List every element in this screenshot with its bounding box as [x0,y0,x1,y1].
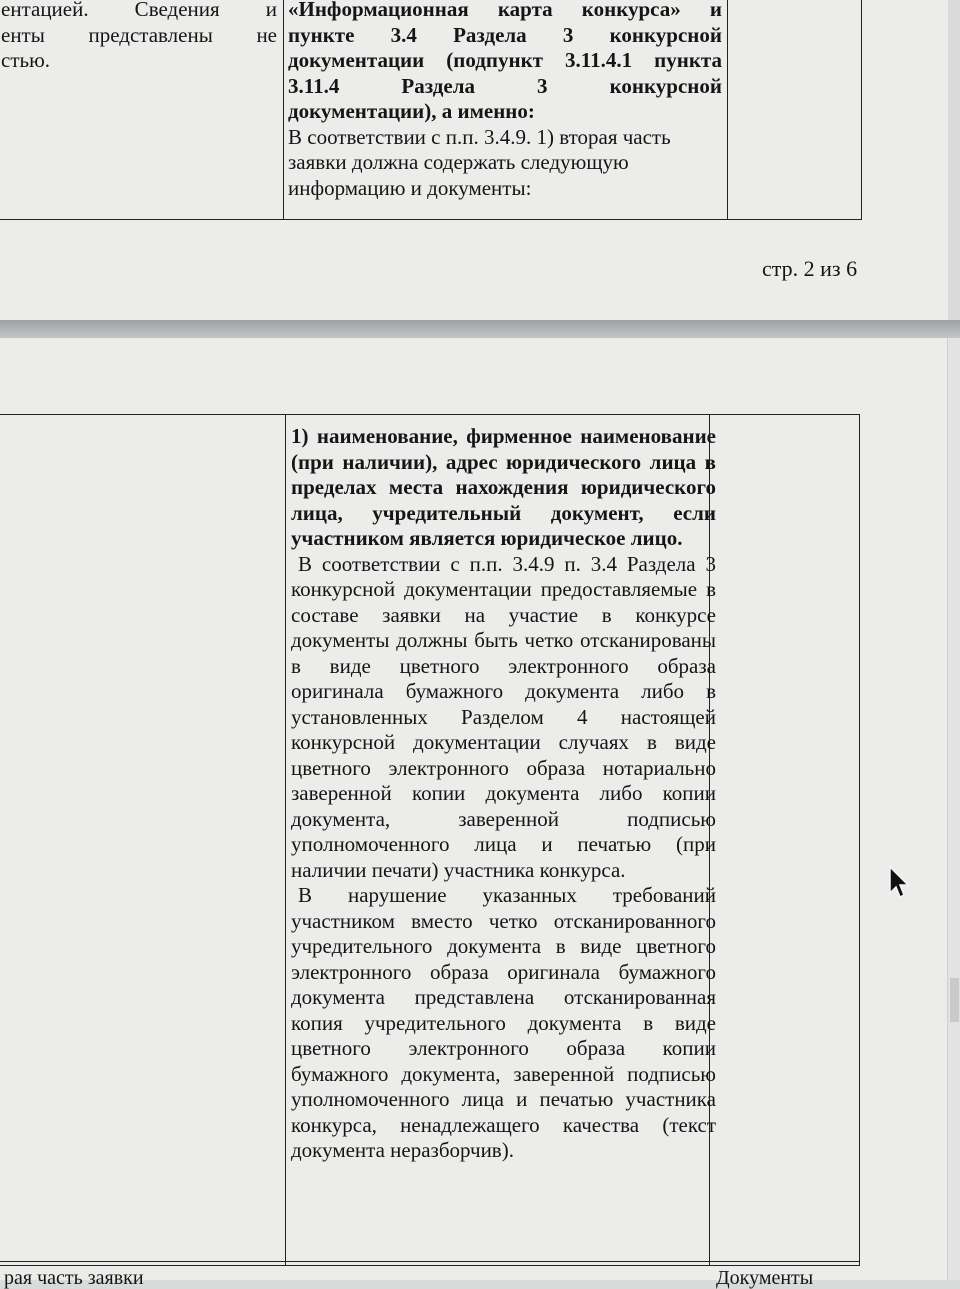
violation-paragraph: В нарушение указанных требований участником вместо четко отсканированного учредительного документа в виде цветного электронного образа оригинала бумажного документа представлена отсканированная копия учредительного документа в виде цветного электронного образа копии бумажного документа, заверенной подписью уполномоченного лица и печатью участника конкурса, ненадлежащего качества (текст документа неразборчив). [291,883,716,1162]
middle-cell-line: «Информационная карта конкурса» и [288,0,722,21]
left-cell-line: ентацией. Сведения и [1,0,277,21]
document-page-1 [0,0,948,320]
left-cell-text [1,0,277,74]
middle-cell-line: информацию и документы: [288,175,532,200]
vertical-scrollbar[interactable] [947,338,960,1280]
scrollbar-thumb[interactable] [950,978,959,1022]
left-cell-line: енты представлены не [1,22,277,47]
table-row-divider [0,1261,859,1262]
middle-cell-line: документации), а именно: [288,99,535,123]
table-column-divider [727,0,728,219]
middle-cell-line: В соответствии с п.п. 3.4.9. 1) вторая часть [288,124,671,149]
table-column-divider [283,0,284,219]
page-number: стр. 2 из 6 [762,256,858,281]
next-row-right-fragment: Документы [716,1267,814,1289]
table-column-divider [285,415,286,1265]
requirement-paragraph: В соответствии с п.п. 3.4.9 п. 3.4 Раздела 3 конкурсной документации предоставляемые в составе заявки на участие в конкурсе документы должны быть четко отсканированы в виде цветного электронного образа оригинала бумажного документа либо в установленных Разделом 4 настоящей конкурсной документации случаях в виде цветного электронного образа нотариально заверенной копии документа либо копии документа, заверенной подписью уполномоченного лица и печатью (при наличии печати) участника конкурса. [291,551,716,882]
next-row-left-fragment: рая часть заявки [4,1267,144,1289]
requirements-table-top [0,0,862,220]
bottom-middle-cell-text [291,424,716,1164]
page-separator [0,320,960,338]
middle-cell-text [288,0,722,201]
middle-cell-line: заявки должна содержать следующую [288,150,629,174]
mouse-pointer-icon [888,866,912,900]
middle-cell-line: 3.11.4 Раздела 3 конкурсной [288,73,722,98]
middle-cell-line: пункте 3.4 Раздела 3 конкурсной [288,22,722,47]
requirement-paragraph: 1) наименование, фирменное наименование (при наличии), адрес юридического лица в пределах места нахождения юридического лица, учредительный документ, если участником является юридическое лицо. [291,424,716,550]
middle-cell-line: документации (подпункт 3.11.4.1 пункта [288,48,722,72]
left-cell-line: стью. [1,48,51,72]
